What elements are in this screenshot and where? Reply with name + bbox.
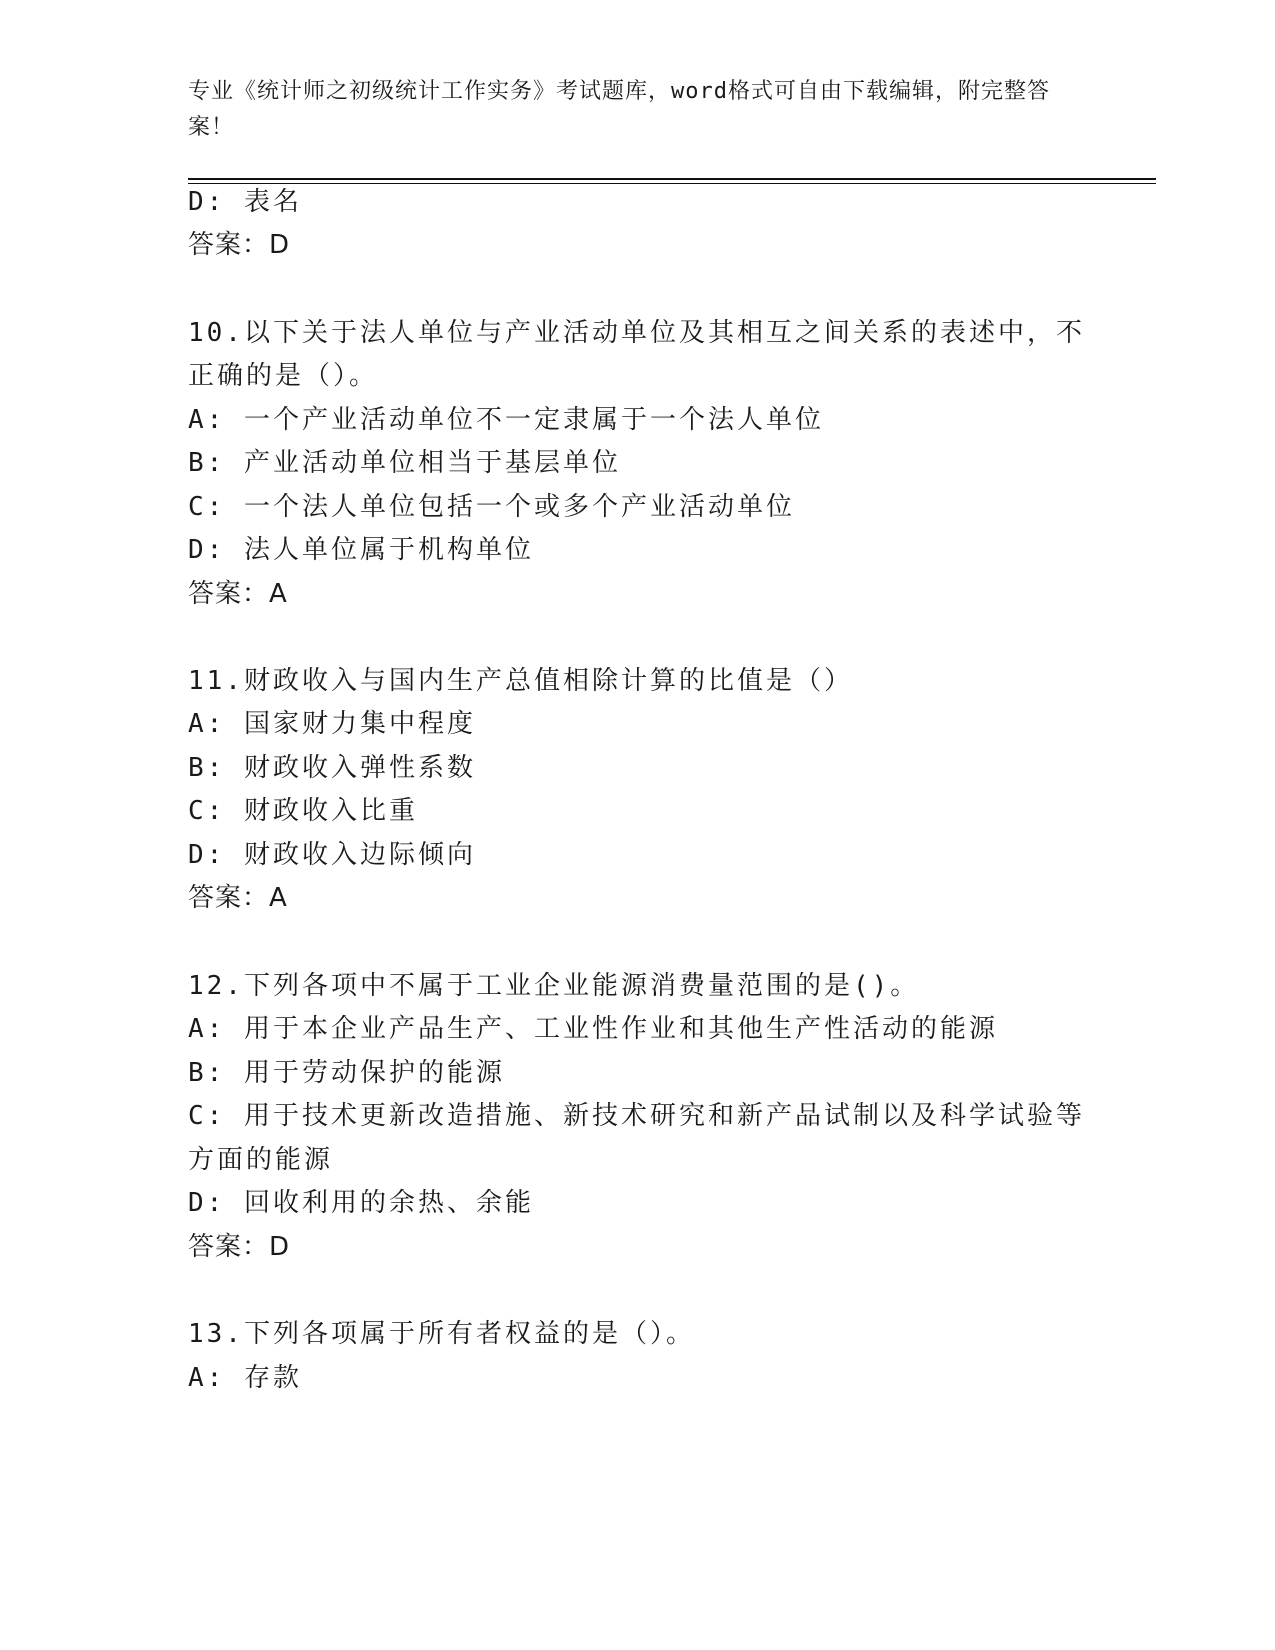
header-divider-thick: [188, 178, 1156, 180]
question-11-answer: 答案：A: [188, 883, 288, 913]
document-header: 专业《统计师之初级统计工作实务》考试题库，word格式可自由下载编辑，附完整答案！: [188, 79, 1050, 140]
question-10-option-b: B: 产业活动单位相当于基层单位: [188, 448, 621, 478]
question-12-option-c-cont: 方面的能源: [188, 1145, 334, 1175]
prev-option-d: D: 表名: [188, 187, 302, 217]
question-10-answer: 答案：A: [188, 579, 288, 609]
question-10-stem-cont: 正确的是（）。: [188, 361, 379, 391]
question-12-answer: 答案：D: [188, 1232, 291, 1262]
question-12-option-d: D: 回收利用的余热、余能: [188, 1188, 534, 1218]
question-10-stem: 10.以下关于法人单位与产业活动单位及其相互之间关系的表述中，不: [188, 318, 1085, 348]
question-10-option-c: C: 一个法人单位包括一个或多个产业活动单位: [188, 492, 795, 522]
question-10-option-a: A: 一个产业活动单位不一定隶属于一个法人单位: [188, 405, 824, 435]
question-11-option-c: C: 财政收入比重: [188, 796, 418, 826]
question-11-option-d: D: 财政收入边际倾向: [188, 840, 476, 870]
question-13-option-a: A: 存款: [188, 1363, 302, 1393]
question-12-option-a: A: 用于本企业产品生产、工业性作业和其他生产性活动的能源: [188, 1014, 998, 1044]
question-11-stem: 11.财政收入与国内生产总值相除计算的比值是（）: [188, 666, 853, 696]
question-12-stem: 12.下列各项中不属于工业企业能源消费量范围的是()。: [188, 971, 920, 1001]
question-10-option-d: D: 法人单位属于机构单位: [188, 535, 534, 565]
question-11-option-a: A: 国家财力集中程度: [188, 709, 476, 739]
question-11-option-b: B: 财政收入弹性系数: [188, 753, 476, 783]
question-12-option-c: C: 用于技术更新改造措施、新技术研究和新产品试制以及科学试验等: [188, 1101, 1085, 1131]
prev-answer: 答案：D: [188, 230, 291, 260]
question-13-stem: 13.下列各项属于所有者权益的是（）。: [188, 1319, 695, 1349]
header-divider-thin: [188, 183, 1156, 184]
question-12-option-b: B: 用于劳动保护的能源: [188, 1058, 505, 1088]
